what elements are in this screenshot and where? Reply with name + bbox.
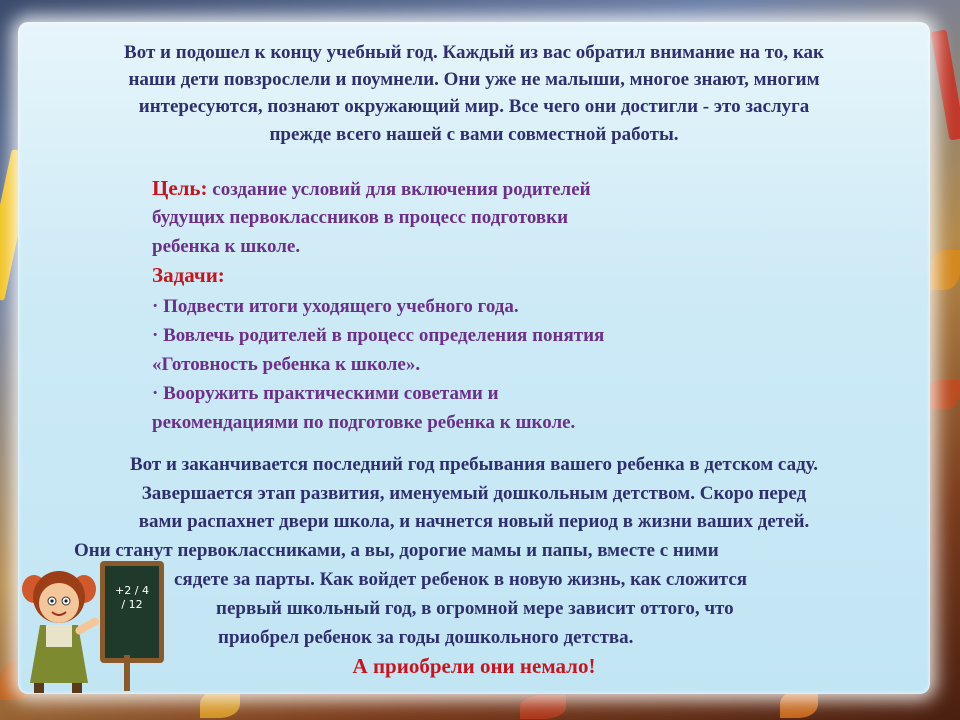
goal-line: будущих первоклассников в процесс подготовки (152, 207, 569, 228)
autumn-leaf (200, 690, 240, 718)
intro-line: наши дети повзрослели и поумнели. Они уже не малыши, многое знают, многим (128, 69, 820, 90)
closing-line: Они станут первоклассниками, а вы, дорогие мамы и папы, вместе с ними (74, 540, 719, 561)
closing-line: сядете за парты. Как войдет ребенок в новую жизнь, как сложится (174, 569, 748, 590)
closing-final: А приобрели они немало! (352, 654, 596, 678)
girl-figure (10, 555, 120, 695)
goal-label: Цель: (152, 176, 208, 200)
autumn-leaf (780, 690, 818, 718)
tasks-label: Задачи: (152, 263, 225, 287)
autumn-leaf (925, 380, 959, 410)
chalkboard-text: +2 / 4 / 12 (115, 584, 149, 611)
task-line: · Подвести итоги уходящего учебного года. (152, 296, 519, 317)
intro-line: Вот и подошел к концу учебный год. Каждый из вас обратил внимание на то, как (124, 42, 824, 63)
goal-line (152, 175, 591, 203)
pencil-red (931, 29, 960, 140)
task-line: · Вовлечь родителей в процесс определения понятия (152, 325, 605, 346)
goal-line: ребенка к школе. (152, 236, 301, 257)
autumn-leaf (930, 250, 960, 290)
intro-line: интересуются, познают окружающий мир. Все чего они достигли - это заслуга (138, 96, 810, 117)
task-line: · Вооружить практическими советами и (152, 383, 499, 404)
closing-line: вами распахнет двери школа, и начнется новый период в жизни ваших детей. (138, 511, 810, 532)
closing-line: Завершается этап развития, именуемый дошкольным детством. Скоро перед (141, 483, 807, 504)
autumn-leaf (520, 695, 566, 719)
girl-chalkboard-illustration (10, 555, 170, 695)
closing-line: первый школьный год, в огромной мере зависит оттого, что (216, 598, 734, 619)
goal-text: создание условий для включения родителей (207, 179, 591, 200)
intro-line: прежде всего нашей с вами совместной работы. (269, 124, 679, 145)
task-line: рекомендациями по подготовке ребенка к школе. (152, 412, 576, 433)
closing-line: приобрел ребенок за годы дошкольного детства. (218, 627, 634, 648)
board-leg (124, 655, 130, 691)
task-line: «Готовность ребенка к школе». (152, 354, 421, 375)
closing-line: Вот и заканчивается последний год пребывания вашего ребенка в детском саду. (129, 454, 819, 475)
